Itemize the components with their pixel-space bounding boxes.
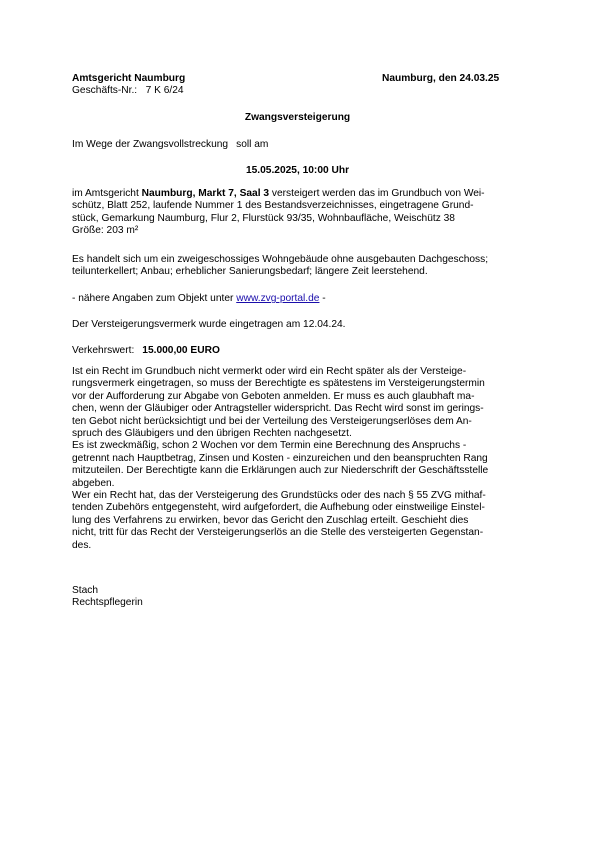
signer-name: Stach [72, 585, 99, 596]
legal-p3-line: des. [72, 539, 92, 551]
place-date: Naumburg, den 24.03.25 [382, 73, 500, 84]
signer-role: Rechtspflegerin [72, 597, 143, 609]
registration-note: Der Versteigerungsvermerk wurde eingetragen am 12.04.24. [72, 319, 346, 330]
legal-p3-line: tenden Zubehörs entgegensteht, wird aufgefordert, die Aufhebung oder einstweilige Einstel- [72, 502, 485, 514]
property-line-2: schütz, Blatt 252, laufende Nummer 1 des Bestandsverzeichnisses, eingetragene Grund- [72, 200, 474, 212]
legal-p1-line: ten Gebot nicht berücksichtigt und bei der Verteilung des Versteigerungserlöses dem An- [72, 415, 472, 427]
location-suffix: versteigert werden das im Grundbuch von Wei- [269, 188, 485, 199]
intro-suffix: soll am [236, 139, 269, 150]
legal-p1-line: spruch des Gläubigers und den übrigen Rechten nachgesetzt. [72, 428, 352, 440]
market-value-line [72, 345, 524, 357]
market-value-amount: 15.000,00 EURO [142, 345, 220, 356]
legal-p1-line: vor der Aufforderung zur Abgabe von Geboten anmelden. Er muss es auch glaubhaft ma- [72, 390, 475, 402]
legal-p2-line: Es ist zweckmäßig, schon 2 Wochen vor dem Termin eine Berechnung des Anspruchs - [72, 440, 467, 452]
intro-line [72, 139, 524, 151]
more-info-prefix: - nähere Angaben zum Objekt unter [72, 293, 237, 304]
legal-notice [72, 366, 524, 552]
intro-text: Im Wege der Zwangsvollstreckung [72, 139, 229, 150]
description-line-1: Es handelt sich um ein zweigeschossiges Wohngebäude ohne ausgebauten Dachgeschoss; [72, 254, 489, 265]
legal-p2-line: mitzuteilen. Der Berechtigte kann die Erklärungen auch zur Niederschrift der Geschäftsstelle [72, 465, 489, 477]
auction-date-time: 15.05.2025, 10:00 Uhr [245, 165, 350, 176]
legal-p3-line: lung des Verfahrens zu erwirken, bevor das Gericht den Zuschlag erteilt. Geschieht dies [72, 514, 469, 526]
property-block [72, 188, 524, 238]
property-line-1 [72, 188, 524, 200]
legal-p2-line: getrennt nach Hauptbetrag, Zinsen und Kosten - einzureichen und den beanspruchten Rang [72, 452, 488, 464]
legal-p3-line: Wer ein Recht hat, das der Versteigerung des Grundstücks oder des nach § 55 ZVG mithaf- [72, 490, 486, 502]
document-title: Zwangsversteigerung [244, 112, 351, 123]
location-address: Naumburg, Markt 7, Saal 3 [141, 188, 270, 199]
property-size: Größe: 203 m² [72, 225, 139, 237]
description-line-2: teilunterkellert; Anbau; erheblicher Sanierungsbedarf; längere Zeit leerstehend. [72, 266, 428, 278]
market-value-label: Verkehrswert: [72, 345, 135, 356]
description-block [72, 254, 524, 279]
signature-block [72, 585, 524, 610]
legal-p1-line: Ist ein Recht im Grundbuch nicht vermerkt oder wird ein Recht später als der Versteige- [72, 366, 467, 377]
court-name: Amtsgericht Naumburg [72, 73, 186, 84]
more-info-suffix: - [319, 293, 326, 304]
more-info-line [72, 293, 524, 305]
legal-p1-line: chen, wenn der Gläubiger oder Antragsteller widerspricht. Das Recht wird sonst im gerings- [72, 403, 484, 415]
legal-p2-line: abgeben. [72, 477, 115, 489]
location-prefix: im Amtsgericht [72, 188, 142, 199]
file-number: Geschäfts-Nr.: 7 K 6/24 [72, 85, 184, 97]
legal-p3-line: nicht, tritt für das Recht der Versteigerungserlös an die Stelle des versteigerten Gegenstan- [72, 527, 484, 539]
zvg-portal-link[interactable]: www.zvg-portal.de [236, 293, 320, 304]
property-line-3: stück, Gemarkung Naumburg, Flur 2, Flurstück 93/35, Wohnbaufläche, Weischütz 38 [72, 212, 455, 224]
legal-p1-line: rungsvermerk eingetragen, so muss der Berechtigte es spätestens im Versteigerungstermin [72, 378, 485, 390]
